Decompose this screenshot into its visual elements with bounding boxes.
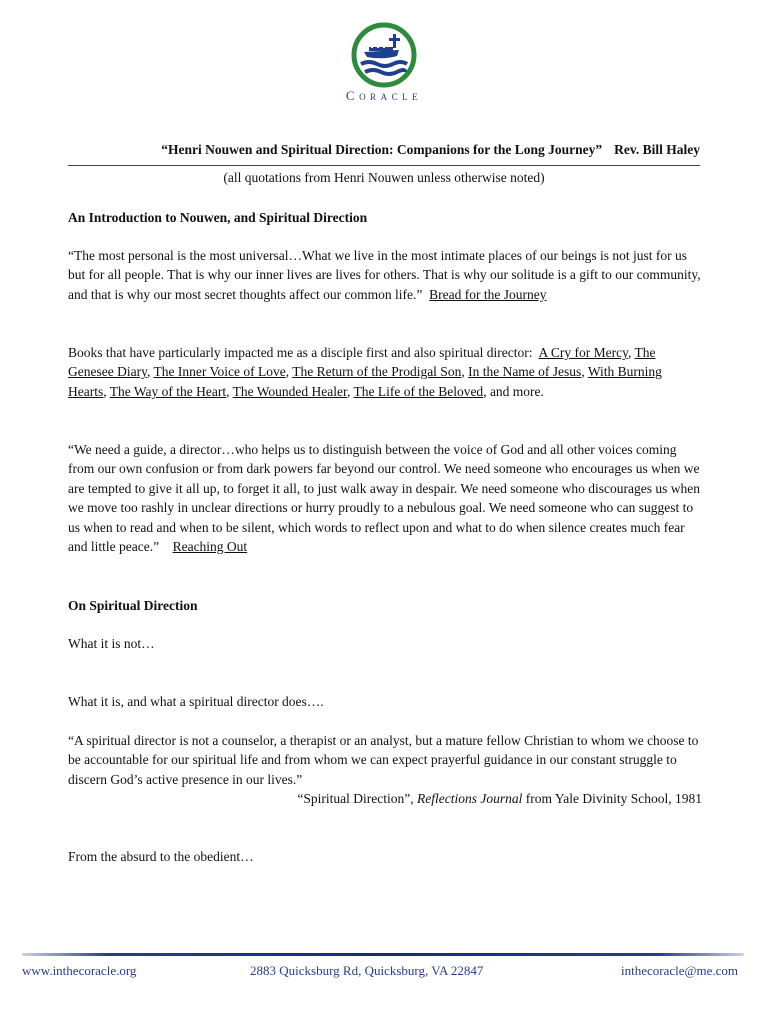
quote-3-attribution xyxy=(68,789,702,808)
book-link[interactable]: The Inner Voice of Love xyxy=(153,364,286,380)
book-link[interactable]: The Life of the Beloved xyxy=(353,383,484,399)
absurd-to-obedient: From the absurd to the obedient… xyxy=(68,849,254,864)
footer-email-link[interactable]: inthecoracle@me.com xyxy=(621,963,738,978)
book-link[interactable]: With Burning Hearts xyxy=(68,364,662,399)
document-title: “Henri Nouwen and Spiritual Direction: Companions for the Long Journey” xyxy=(161,142,603,157)
coracle-boat-cross-icon xyxy=(347,22,421,88)
footer-address: 2883 Quicksburg Rd, Quicksburg, VA 22847 xyxy=(250,963,484,978)
books-paragraph: Books that have particularly impacted me as a disciple first and also spiritual director: A Cry for Mercy, The Genesee Diary, The Inner Voice of Love, The Return of the Prodigal Son, In the Name of Jesus, With Burning Hearts, The Way of the Heart, The Wounded Healer, The Life of the Beloved, and more. xyxy=(68,345,662,399)
book-link[interactable]: The Return of the Prodigal Son xyxy=(292,364,462,380)
books-suffix: , and more. xyxy=(483,383,544,399)
book-link[interactable]: In the Name of Jesus xyxy=(468,364,582,380)
what-it-is: What it is, and what a spiritual director does…. xyxy=(68,694,324,709)
book-link[interactable]: The Genesee Diary xyxy=(68,345,656,380)
book-link[interactable]: The Wounded Healer xyxy=(232,383,347,399)
quote-2-source[interactable]: Reaching Out xyxy=(172,539,248,555)
document-subtitle: (all quotations from Henri Nouwen unless otherwise noted) xyxy=(223,170,545,185)
document-author: Rev. Bill Haley xyxy=(614,142,700,157)
book-link[interactable]: A Cry for Mercy xyxy=(538,345,628,360)
quote-2-text: “We need a guide, a director…who helps us to distinguish between the voice of God and all other voices coming from our own confusion or from dark powers far beyond our control. We need someone who encourages us when we are tempted to give it all up, to forget it all, to just walk away in despair. We need someone who discourages us when we move too rashly in unclear directions or hurry proudly to a nebulous goal. We need someone who can suggest to us when to read and when to be silent, which words to reflect upon and what to do when silence creates much fear and little peace.” xyxy=(68,442,701,555)
quote-3-text: “A spiritual director is not a counselor, a therapist or an analyst, but a mature fellow Christian to whom we choose to be accountable for our spiritual life and from whom we can expect prayerful guidance in our constant struggle to discern God’s active presence in our lives.” xyxy=(68,733,699,787)
quote-3-attr-journal: Reflections Journal xyxy=(417,791,523,806)
footer-website-link[interactable]: www.inthecoracle.org xyxy=(22,963,137,978)
title-divider xyxy=(68,165,700,166)
quote-1-text: “The most personal is the most universal…What we live in the most intimate places of our beings is not just for us but for all people. That is why our inner lives are lives for others. That is why our solitude is a gift to our community, and that is why our most secret thoughts affect our common life.” xyxy=(68,248,701,302)
quote-1 xyxy=(68,246,702,304)
quote-3-attr-rest: from Yale Divinity School, 1981 xyxy=(525,791,702,806)
book-link[interactable]: The Way of the Heart xyxy=(109,383,227,399)
footer-divider xyxy=(22,953,744,956)
quote-1-source[interactable]: Bread for the Journey xyxy=(429,286,547,302)
quote-3-attr-title: “Spiritual Direction”, xyxy=(297,791,414,806)
what-it-is-not: What it is not… xyxy=(68,636,155,651)
document-title-line xyxy=(68,142,700,158)
quote-2 xyxy=(68,440,702,556)
books-prefix: Books that have particularly impacted me as a disciple first and also spiritual director: xyxy=(68,345,533,360)
direction-heading: On Spiritual Direction xyxy=(68,598,198,613)
intro-heading: An Introduction to Nouwen, and Spiritual Direction xyxy=(68,210,368,225)
logo-wordmark: Coracle xyxy=(345,88,423,103)
quote-3 xyxy=(68,731,702,789)
coracle-logo xyxy=(0,22,768,104)
